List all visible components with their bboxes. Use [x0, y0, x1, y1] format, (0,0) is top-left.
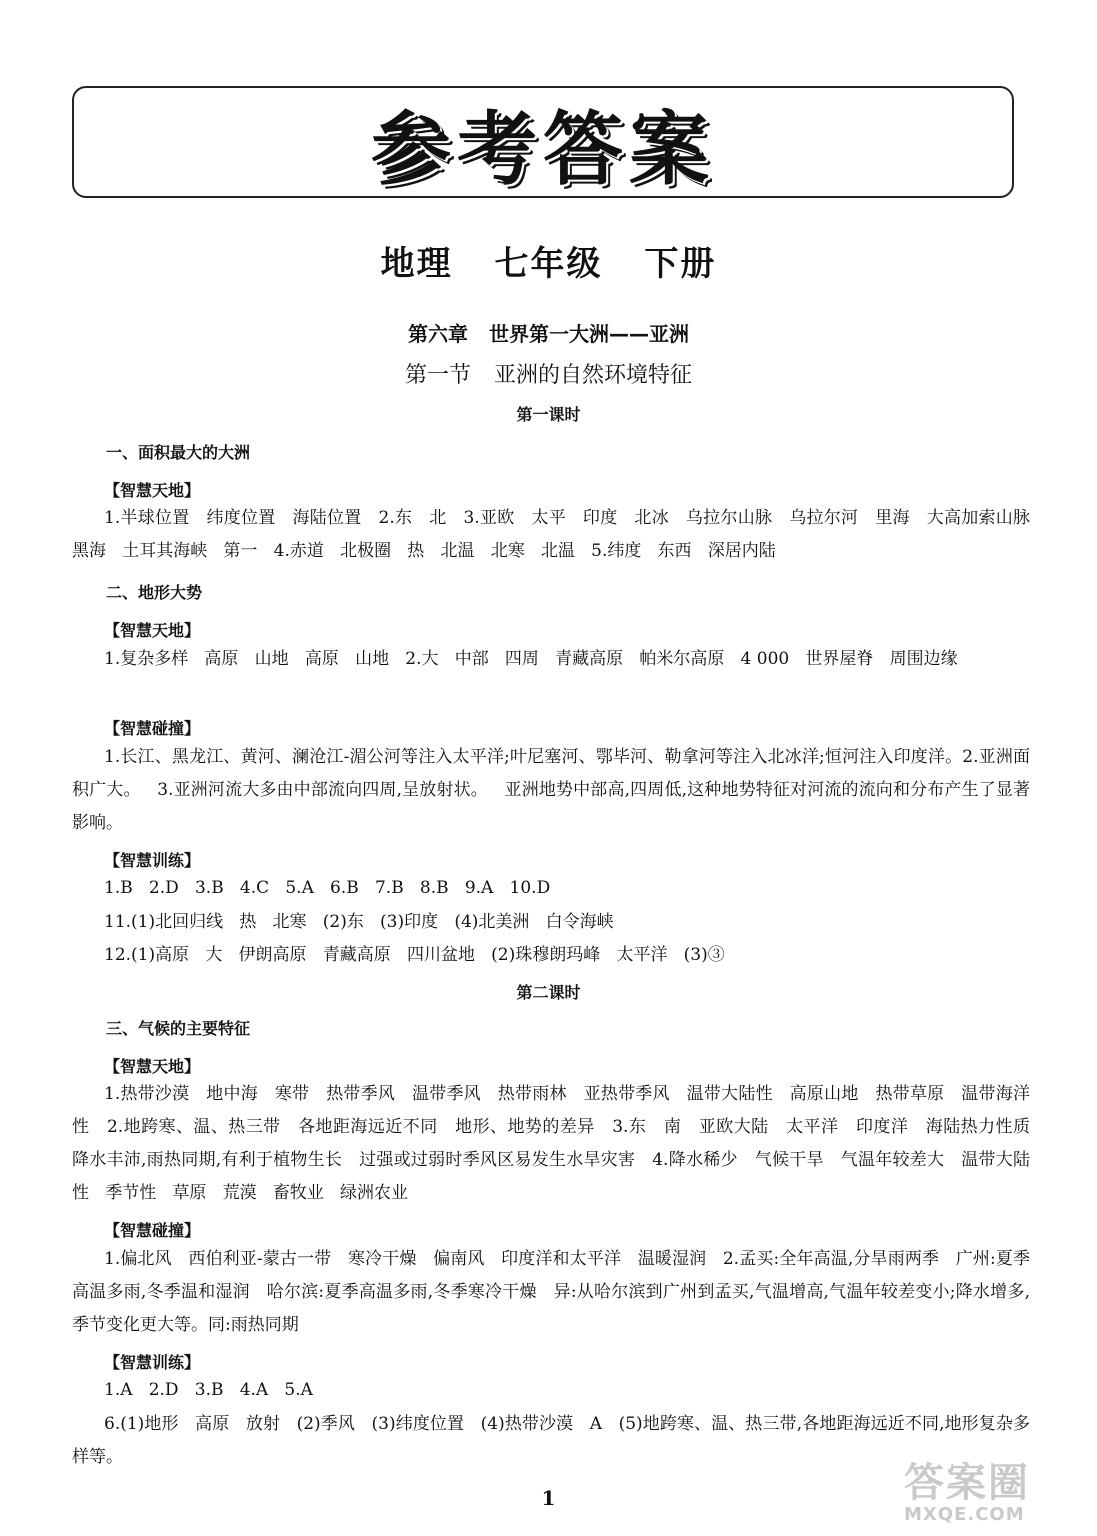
chapter-title: 第六章 世界第一大洲——亚洲	[408, 322, 689, 346]
part-3-label-pengzhuang: 【智慧碰撞】	[104, 1221, 201, 1240]
part-2-label-xunlian: 【智慧训练】	[104, 851, 201, 870]
banner-title: 参考答案	[371, 102, 715, 196]
part-3-label-xunlian: 【智慧训练】	[104, 1353, 201, 1372]
part-2-answers-tiandi: 1.复杂多样 高原 山地 高原 山地 2.大 中部 四周 青藏高原 帕米尔高原 4 000 世界屋脊 周围边缘	[104, 649, 958, 669]
title-banner	[72, 86, 1014, 198]
lesson-1-question-12: 12.(1)高原 大 伊朗高原 青藏高原 四川盆地 (2)珠穆朗玛峰 太平洋 (3)③	[104, 945, 725, 965]
watermark-logo	[904, 1462, 1094, 1532]
part-1-label-tiandi: 【智慧天地】	[104, 481, 201, 500]
watermark-url: MXQE.COM	[904, 1504, 1025, 1525]
part-2-label-tiandi: 【智慧天地】	[104, 621, 201, 640]
part-2-answers-pengzhuang: 1.长江、黑龙江、黄河、澜沧江-湄公河等注入太平洋;叶尼塞河、鄂毕河、勒拿河等注入北冰洋;恒河注入印度洋。2.亚洲面积广大。 3.亚洲河流大多由中部流向四周,呈放射状。 亚洲地势中部高,四周低,这种地势特征对河流的流向和分布产生了显著影响。	[72, 747, 1030, 833]
lesson-2-title: 第二课时	[516, 983, 581, 1002]
lesson-1-choice-answers: 1.B 2.D 3.B 4.C 5.A 6.B 7.B 8.B 9.A 10.D	[104, 878, 551, 898]
section-title: 第一节 亚洲的自然环境特征	[405, 363, 692, 388]
subject-title: 地理 七年级 下册	[380, 244, 717, 284]
part-3-answers-tiandi: 1.热带沙漠 地中海 寒带 热带季风 温带季风 热带雨林 亚热带季风 温带大陆性 高原山地 热带草原 温带海洋性 2.地跨寒、温、热三带 各地距海远近不同 地形、地势的差异 3.东 南 亚欧大陆 太平洋 印度洋 海陆热力性质 降水丰沛,雨热同期,有利于植物生长 过强或过弱时季风区易发生水旱灾害 4.降水稀少 气候干旱 气温年较差大 温带大陆性 季节性 草原 荒漠 畜牧业 绿洲农业	[72, 1084, 1047, 1203]
page-number: 1	[541, 1486, 556, 1510]
part-1-answers: 1.半球位置 纬度位置 海陆位置 2.东 北 3.亚欧 太平 印度 北冰 乌拉尔山脉 乌拉尔河 里海 大高加索山脉 黑海 土耳其海峡 第一 4.赤道 北极圈 热 北温 北寒 北温 5.纬度 东西 深居内陆	[72, 508, 1047, 561]
part-1-heading: 一、面积最大的大洲	[106, 443, 251, 462]
lesson-1-title: 第一课时	[516, 405, 581, 424]
lesson-2-question-6: 6.(1)地形 高原 放射 (2)季风 (3)纬度位置 (4)热带沙漠 A (5)地跨寒、温、热三带,各地距海远近不同,地形复杂多样等。	[72, 1414, 1030, 1467]
lesson-1-question-11: 11.(1)北回归线 热 北寒 (2)东 (3)印度 (4)北美洲 白令海峡	[104, 912, 614, 932]
watermark-text: 答案圈	[904, 1460, 1030, 1506]
part-3-heading: 三、气候的主要特征	[106, 1019, 251, 1038]
part-2-heading: 二、地形大势	[106, 583, 203, 602]
part-3-label-tiandi: 【智慧天地】	[104, 1057, 201, 1076]
part-2-label-pengzhuang: 【智慧碰撞】	[104, 719, 201, 738]
lesson-2-choice-answers: 1.A 2.D 3.B 4.A 5.A	[104, 1380, 313, 1400]
part-3-answers-pengzhuang: 1.偏北风 西伯利亚-蒙古一带 寒冷干燥 偏南风 印度洋和太平洋 温暖湿润 2.孟买:全年高温,分旱雨两季 广州:夏季高温多雨,冬季温和湿润 哈尔滨:夏季高温多雨,冬季寒冷干燥 异:从哈尔滨到广州到孟买,气温增高,气温年较差变小;降水增多,季节变化更大等。同:雨热同期	[72, 1249, 1030, 1335]
